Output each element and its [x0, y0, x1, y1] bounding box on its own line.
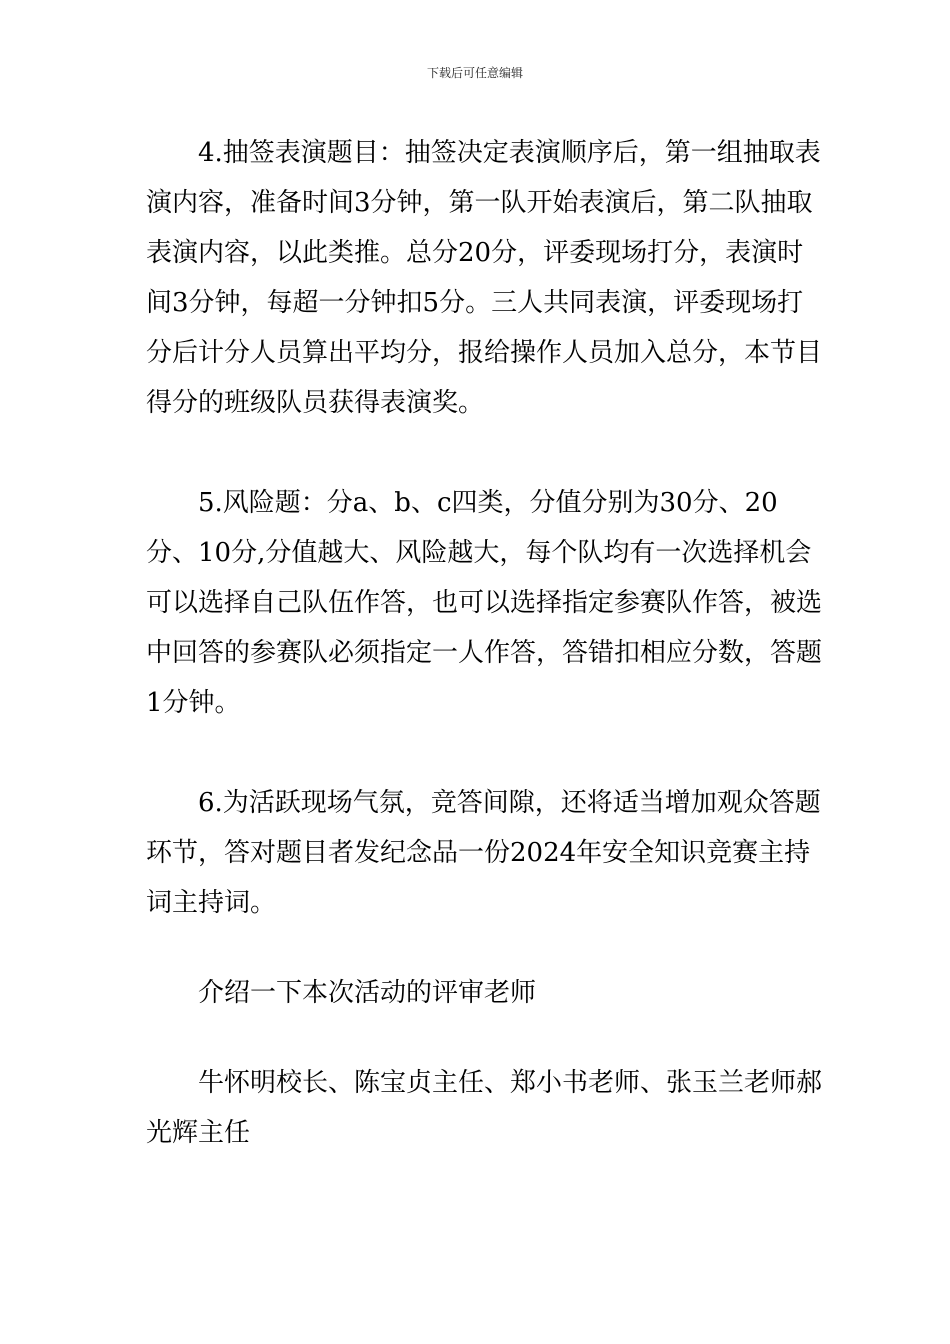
paragraph-spacer [146, 928, 826, 968]
paragraph-judges-list: 牛怀明校长、陈宝贞主任、郑小书老师、张玉兰老师郝光辉主任 [146, 1068, 823, 1148]
paragraph-judges-intro: 介绍一下本次活动的评审老师 [198, 978, 537, 1008]
document-body [146, 128, 826, 1158]
page-header: 下载后可任意编辑 [426, 66, 523, 80]
paragraph-audience-questions: 6.为活跃现场气氛，竞答间隙，还将适当增加观众答题环节，答对题目者发纪念品一份2024年安全知识竞赛主持词主持词。 [146, 788, 821, 918]
paragraph-spacer [146, 728, 826, 778]
paragraph-spacer [146, 1018, 826, 1058]
paragraph-performance-rules: 4.抽签表演题目：抽签决定表演顺序后，第一组抽取表演内容，准备时间3分钟，第一队开始表演后，第二队抽取表演内容，以此类推。总分20分，评委现场打分，表演时间3分钟，每超一分钟扣5分。三人共同表演，评委现场打分后计分人员算出平均分，报给操作人员加入总分，本节目得分的班级队员获得表演奖。 [146, 138, 823, 418]
paragraph-risk-questions: 5.风险题：分a、b、c四类，分值分别为30分、20分、10分,分值越大、风险越大，每个队均有一次选择机会可以选择自己队伍作答，也可以选择指定参赛队作答，被选中回答的参赛队必须指定一人作答，答错扣相应分数，答题1分钟。 [146, 488, 823, 718]
paragraph-spacer [146, 428, 826, 478]
